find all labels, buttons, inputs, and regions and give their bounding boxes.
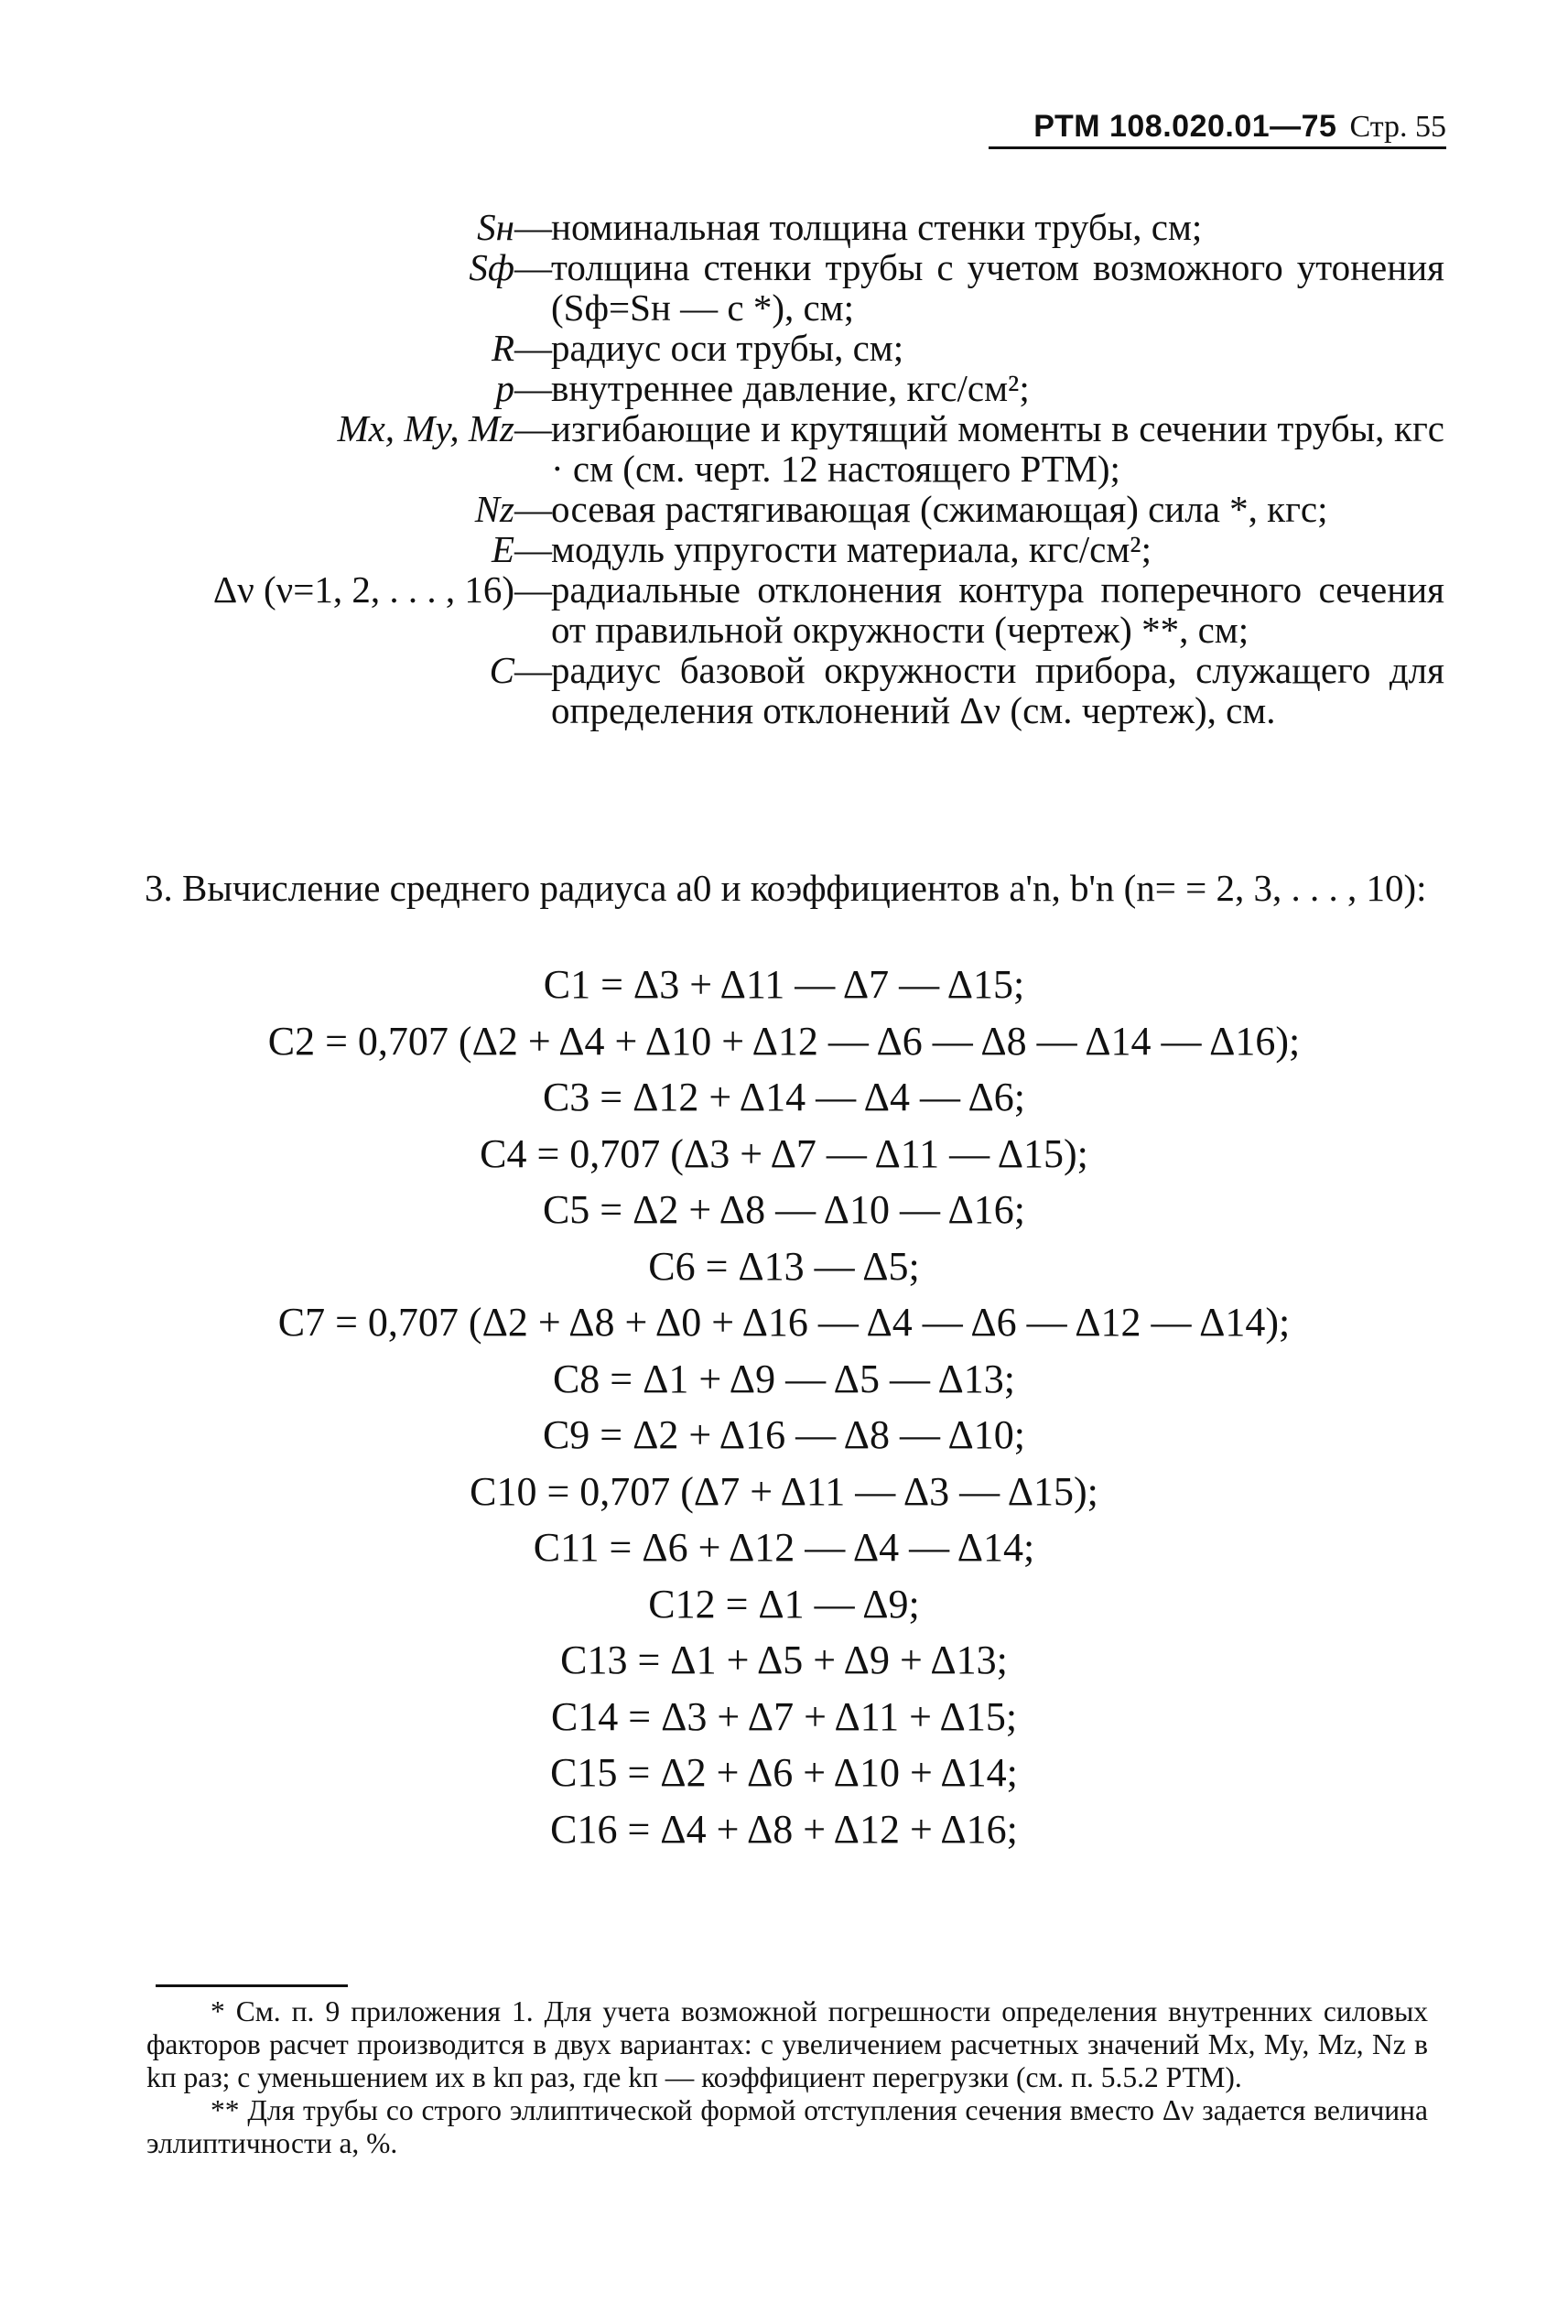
formula-c14: C14 = Δ3 + Δ7 + Δ11 + Δ15;	[550, 1693, 1018, 1739]
definition-symbol: p	[495, 367, 514, 409]
formula-c3: C3 = Δ12 + Δ14 — Δ4 — Δ6;	[542, 1075, 1026, 1119]
section-3-heading: 3. Вычисление среднего радиуса a0 и коэффициентов a'n, b'n (n= = 2, 3, . . . , 10):	[145, 867, 1427, 909]
definition-text: модуль упругости материала, кгс/см²;	[551, 528, 1152, 570]
definition-item	[0, 489, 1568, 529]
formula-c6: C6 = Δ13 — Δ5;	[648, 1243, 920, 1289]
formula-c13: C13 = Δ1 + Δ5 + Δ9 + Δ13;	[560, 1638, 1008, 1682]
definition-dash: —	[514, 246, 552, 288]
definition-symbol: Sн	[477, 206, 514, 248]
header-rule	[989, 146, 1446, 149]
running-header	[989, 108, 1446, 146]
definition-dash: —	[514, 367, 552, 409]
formula-c11: C11 = Δ6 + Δ12 — Δ4 — Δ14;	[533, 1525, 1035, 1570]
formula-c10: C10 = 0,707 (Δ7 + Δ11 — Δ3 — Δ15);	[470, 1468, 1098, 1514]
definition-text: радиальные отклонения контура поперечного сечения от правильной окружности (чертеж) **, см;	[551, 568, 1444, 651]
footnote-2	[146, 2094, 1428, 2160]
formula-c8: C8 = Δ1 + Δ9 — Δ5 — Δ13;	[552, 1356, 1016, 1401]
formula-c12: C12 = Δ1 — Δ9;	[648, 1581, 920, 1627]
formula-c2: C2 = 0,707 (Δ2 + Δ4 + Δ10 + Δ12 — Δ6 — Δ8 — Δ14 — Δ16);	[267, 1018, 1301, 1064]
formula-c5: C5 = Δ2 + Δ8 — Δ10 — Δ16;	[542, 1187, 1026, 1232]
definition-item	[0, 569, 1568, 650]
document-code: РТМ 108.020.01—75	[1033, 109, 1337, 144]
definition-text: радиус базовой окружности прибора, служащего для определения отклонений Δν (см. чертеж), см.	[551, 649, 1444, 731]
footnote-1	[146, 1995, 1428, 2094]
definition-dash: —	[514, 528, 552, 570]
definition-item	[0, 650, 1568, 730]
formula-c7: C7 = 0,707 (Δ2 + Δ8 + Δ0 + Δ16 — Δ4 — Δ6 — Δ12 — Δ14);	[277, 1300, 1291, 1345]
footnote-1-text: * См. п. 9 приложения 1. Для учета возможной погрешности определения внутренних силовых факторов расчет производится в двух вариантах: с увеличением расчетных значений Mx, My, Mz, Nz в kп раз; с уменьшением их в kп раз, где kп — коэффициент перегрузки (см. п. 5.5.2 РТМ).	[146, 1995, 1428, 2093]
footnotes	[146, 1995, 1428, 2160]
formula-c1: C1 = Δ3 + Δ11 — Δ7 — Δ15;	[543, 962, 1025, 1007]
definition-item	[0, 408, 1568, 489]
definition-text: внутреннее давление, кгс/см²;	[551, 367, 1030, 409]
definition-dash: —	[514, 488, 552, 530]
footnote-separator	[156, 1984, 348, 1987]
definition-dash: —	[514, 206, 552, 248]
definition-text: номинальная толщина стенки трубы, см;	[551, 206, 1203, 248]
footnote-2-text: ** Для трубы со строго эллиптической формой отступления сечения вместо Δν задается величина эллиптичности a, %.	[146, 2094, 1428, 2159]
formula-list	[0, 957, 1568, 1857]
definition-item	[0, 328, 1568, 368]
formula-c9: C9 = Δ2 + Δ16 — Δ8 — Δ10;	[542, 1412, 1026, 1457]
definition-dash: —	[514, 649, 552, 691]
definition-item	[0, 529, 1568, 569]
definition-symbol: R	[491, 327, 514, 369]
definition-text: изгибающие и крутящий моменты в сечении трубы, кгс · см (см. черт. 12 настоящего РТМ);	[551, 407, 1444, 490]
definition-dash: —	[514, 407, 552, 449]
formula-c4: C4 = 0,707 (Δ3 + Δ7 — Δ11 — Δ15);	[480, 1130, 1088, 1176]
page-number: Стр. 55	[1349, 110, 1446, 144]
definition-dash: —	[514, 568, 552, 611]
definition-text: радиус оси трубы, см;	[551, 327, 904, 369]
definition-dash: —	[514, 327, 552, 369]
definition-symbol: Nz	[474, 488, 514, 530]
definition-item	[0, 207, 1568, 247]
definition-symbol: C	[489, 649, 514, 691]
definition-item	[0, 368, 1568, 408]
formula-c15: C15 = Δ2 + Δ6 + Δ10 + Δ14;	[550, 1750, 1018, 1795]
definition-symbol: Sф	[469, 246, 514, 288]
definition-symbol: Δν (ν=1, 2, . . . , 16)	[212, 568, 514, 611]
definition-item	[0, 247, 1568, 328]
formula-c16: C16 = Δ4 + Δ8 + Δ12 + Δ16;	[550, 1806, 1018, 1852]
definition-text: толщина стенки трубы с учетом возможного утонения (Sф=Sн — c *), см;	[551, 246, 1444, 329]
definition-symbol: E	[491, 528, 514, 570]
definitions-list	[0, 207, 1568, 730]
definition-text: осевая растягивающая (сжимающая) сила *, кгс;	[551, 488, 1328, 530]
definition-symbol: Mx, My, Mz	[337, 407, 514, 449]
